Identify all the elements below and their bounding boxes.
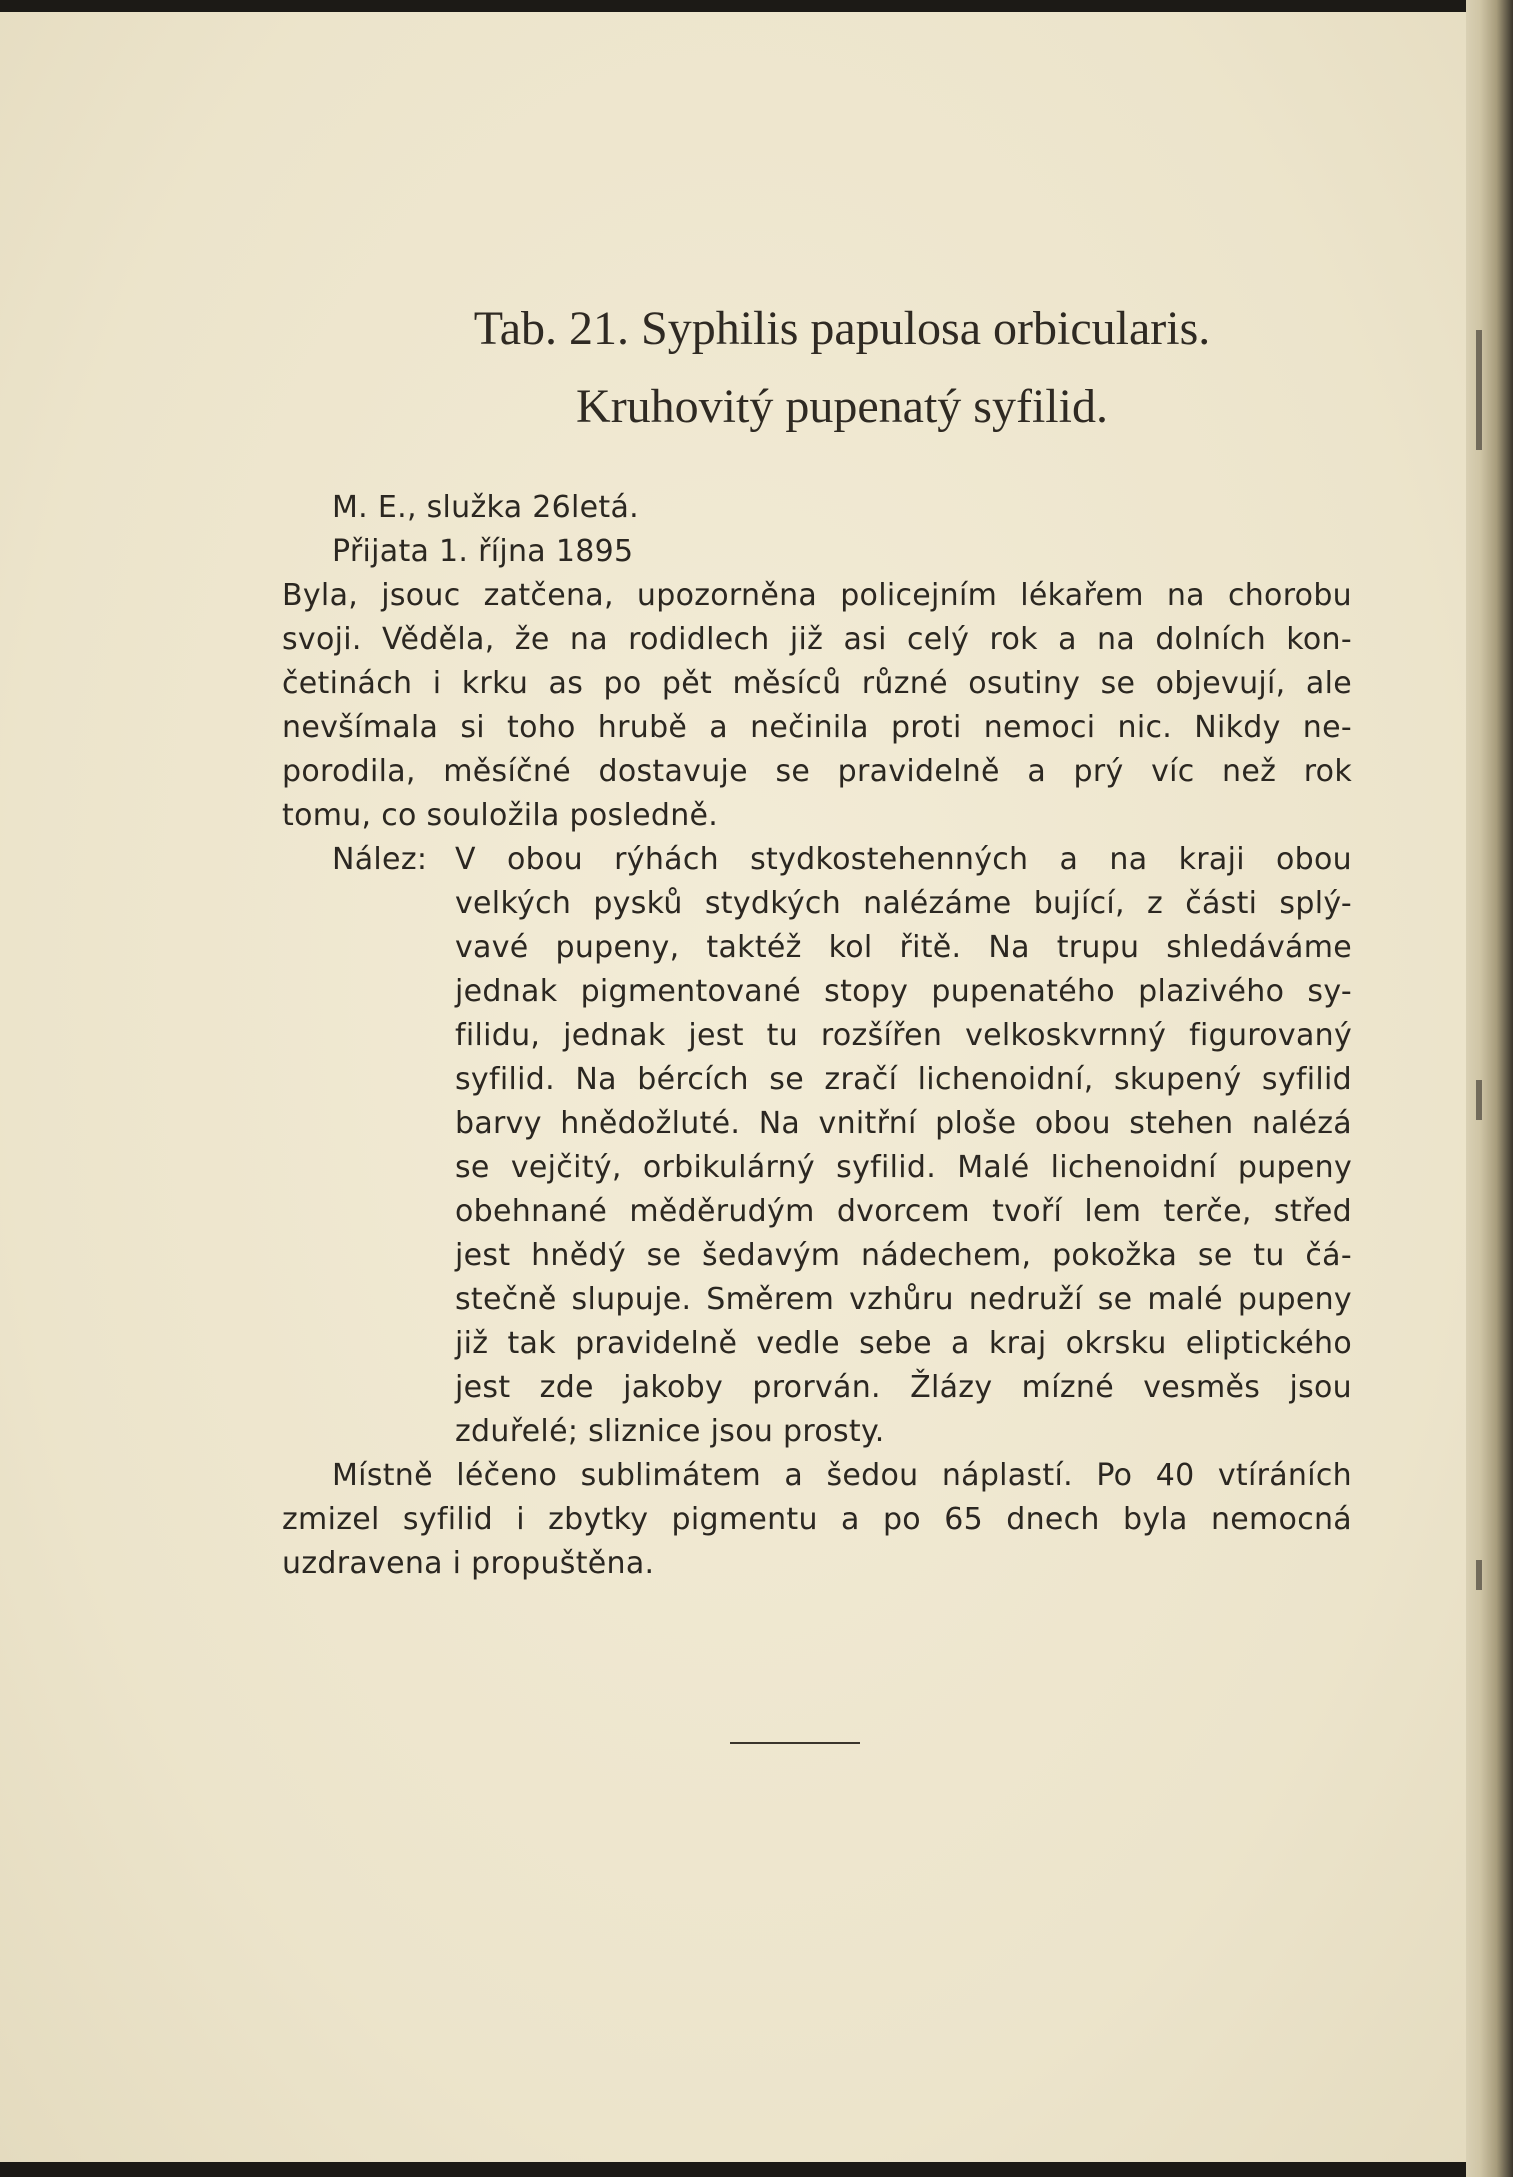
page-title: Tab. 21. Syphilis papulosa orbicularis. [473,302,1211,355]
patient-line: M. E., služka 26letá. [332,490,639,525]
treatment-line: zmizel syfilid i zbytky pigmentu a po 65 dnech byla nemocná [282,1502,1352,1537]
finding-line: obehnané měděrudým dvorcem tvoří lem terče, střed [455,1194,1352,1229]
treatment-paragraph [282,1454,1352,1586]
finding-line: syfilid. Na bércích se zračí lichenoidní, skupený syfilid [455,1062,1352,1097]
finding-line: filidu, jednak jest tu rozšířen velkoskvrnný figurovaný [455,1018,1352,1053]
history-line: porodila, měsíčné dostavuje se pravidelně a prý víc než rok [282,754,1352,789]
history-line: nevšímala si toho hrubě a nečinila proti nemoci nic. Nikdy ne- [282,710,1352,745]
finding-line: stečně slupuje. Směrem vzhůru nedruží se malé pupeny [455,1282,1352,1317]
history-line: svoji. Věděla, že na rodidlech již asi celý rok a na dolních kon- [282,622,1352,657]
book-binding-edge [1466,0,1513,2177]
history-paragraph [282,574,1352,838]
page-subtitle: Kruhovitý pupenatý syfilid. [576,380,1108,433]
end-rule-divider [730,1742,860,1744]
history-line: Byla, jsouc zatčena, upozorněna policejním lékařem na chorobu [282,578,1352,613]
history-line: tomu, co souložila posledně. [282,798,719,833]
finding-label: Nález: [332,842,428,877]
finding-body [332,882,1352,1454]
finding-line: jest hnědý se šedavým nádechem, pokožka se tu čá- [455,1238,1352,1273]
finding-line: vavé pupeny, taktéž kol řitě. Na trupu shledáváme [455,930,1352,965]
binding-mark [1476,330,1482,450]
binding-mark [1476,1080,1482,1120]
page-content [282,290,1352,1586]
finding-line: již tak pravidelně vedle sebe a kraj okrsku eliptického [455,1326,1352,1361]
treatment-line: uzdravena i propuštěna. [282,1546,655,1581]
admission-line: Přijata 1. října 1895 [332,534,634,569]
finding-line: velkých pysků stydkých nalézáme bující, z části splý- [455,886,1352,921]
case-text [282,486,1352,1586]
finding-line: zduřelé; sliznice jsou prosty. [455,1414,885,1449]
finding-line: se vejčitý, orbikulárný syfilid. Malé lichenoidní pupeny [455,1150,1352,1185]
finding-first-line [332,838,1352,882]
finding-line: V obou rýhách stydkostehenných a na kraji obou [455,842,1352,877]
history-line: četinách i krku as po pět měsíců různé osutiny se objevují, ale [282,666,1352,701]
finding-line: barvy hnědožluté. Na vnitřní ploše obou stehen nalézá [455,1106,1352,1141]
finding-paragraph [332,838,1352,1454]
finding-line: jest zde jakoby prorván. Žlázy mízné vesměs jsou [455,1370,1352,1405]
treatment-line: Místně léčeno sublimátem a šedou náplastí. Po 40 vtíráních [332,1458,1352,1493]
binding-mark [1476,1560,1482,1590]
finding-line: jednak pigmentované stopy pupenatého plazivého sy- [455,974,1352,1009]
